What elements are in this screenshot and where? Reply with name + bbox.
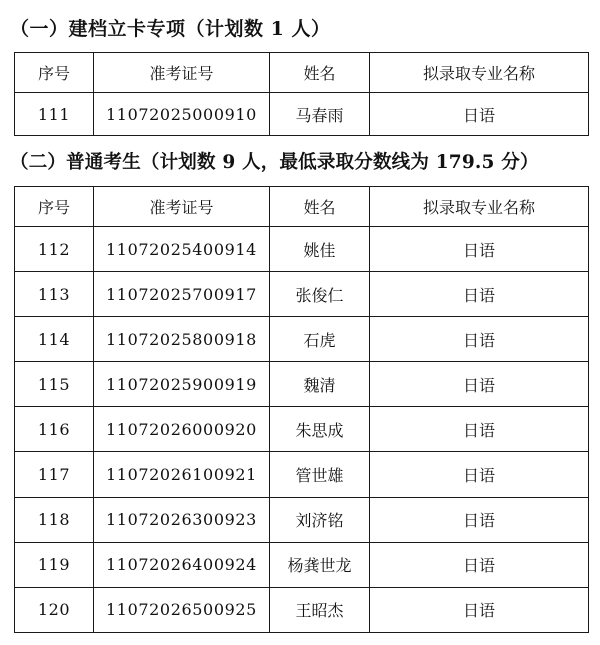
cell-name: 石虎 xyxy=(270,317,370,362)
table-row xyxy=(15,317,589,362)
cell-major: 日语 xyxy=(370,497,589,542)
cell-name: 张俊仁 xyxy=(270,272,370,317)
cell-exam-id: 11072026500925 xyxy=(94,587,270,632)
section1-heading: （一）建档立卡专项（计划数 1 人） xyxy=(10,18,331,40)
header-name: 姓名 xyxy=(270,187,370,227)
table-row xyxy=(15,362,589,407)
header-exam-id: 准考证号 xyxy=(94,53,270,93)
cell-major: 日语 xyxy=(370,93,589,136)
cell-name: 管世雄 xyxy=(270,452,370,497)
cell-exam-id: 11072025900919 xyxy=(94,362,270,407)
cell-name: 朱思成 xyxy=(270,407,370,452)
header-major: 拟录取专业名称 xyxy=(370,187,589,227)
cell-exam-id: 11072025000910 xyxy=(94,93,270,136)
cell-seq: 120 xyxy=(15,587,94,632)
table-row xyxy=(15,587,589,632)
cell-major: 日语 xyxy=(370,272,589,317)
section2-heading: （二）普通考生（计划数 9 人，最低录取分数线为 179.5 分） xyxy=(10,152,539,173)
cell-exam-id: 11072026400924 xyxy=(94,542,270,587)
cell-name: 姚佳 xyxy=(270,227,370,272)
cell-exam-id: 11072026000920 xyxy=(94,407,270,452)
section2-table xyxy=(14,186,589,633)
cell-seq: 115 xyxy=(15,362,94,407)
cell-name: 刘济铭 xyxy=(270,497,370,542)
cell-major: 日语 xyxy=(370,317,589,362)
cell-seq: 117 xyxy=(15,452,94,497)
cell-major: 日语 xyxy=(370,227,589,272)
cell-seq: 119 xyxy=(15,542,94,587)
cell-name: 王昭杰 xyxy=(270,587,370,632)
section1-table xyxy=(14,52,589,136)
cell-major: 日语 xyxy=(370,587,589,632)
table-row xyxy=(15,227,589,272)
cell-major: 日语 xyxy=(370,362,589,407)
header-name: 姓名 xyxy=(270,53,370,93)
table-row xyxy=(15,407,589,452)
table-header-row xyxy=(15,187,589,227)
cell-major: 日语 xyxy=(370,542,589,587)
cell-seq: 111 xyxy=(15,93,94,136)
cell-exam-id: 11072025800918 xyxy=(94,317,270,362)
table-row xyxy=(15,93,589,136)
table-row xyxy=(15,497,589,542)
cell-exam-id: 11072026100921 xyxy=(94,452,270,497)
cell-major: 日语 xyxy=(370,407,589,452)
cell-name: 杨龚世龙 xyxy=(270,542,370,587)
cell-exam-id: 11072025400914 xyxy=(94,227,270,272)
cell-name: 马春雨 xyxy=(270,93,370,136)
table-row xyxy=(15,272,589,317)
header-seq: 序号 xyxy=(15,53,94,93)
cell-exam-id: 11072025700917 xyxy=(94,272,270,317)
cell-major: 日语 xyxy=(370,452,589,497)
table-row xyxy=(15,542,589,587)
cell-seq: 113 xyxy=(15,272,94,317)
cell-exam-id: 11072026300923 xyxy=(94,497,270,542)
table-row xyxy=(15,452,589,497)
header-seq: 序号 xyxy=(15,187,94,227)
cell-seq: 112 xyxy=(15,227,94,272)
cell-name: 魏清 xyxy=(270,362,370,407)
cell-seq: 116 xyxy=(15,407,94,452)
header-major: 拟录取专业名称 xyxy=(370,53,589,93)
header-exam-id: 准考证号 xyxy=(94,187,270,227)
table-header-row xyxy=(15,53,589,93)
cell-seq: 118 xyxy=(15,497,94,542)
cell-seq: 114 xyxy=(15,317,94,362)
